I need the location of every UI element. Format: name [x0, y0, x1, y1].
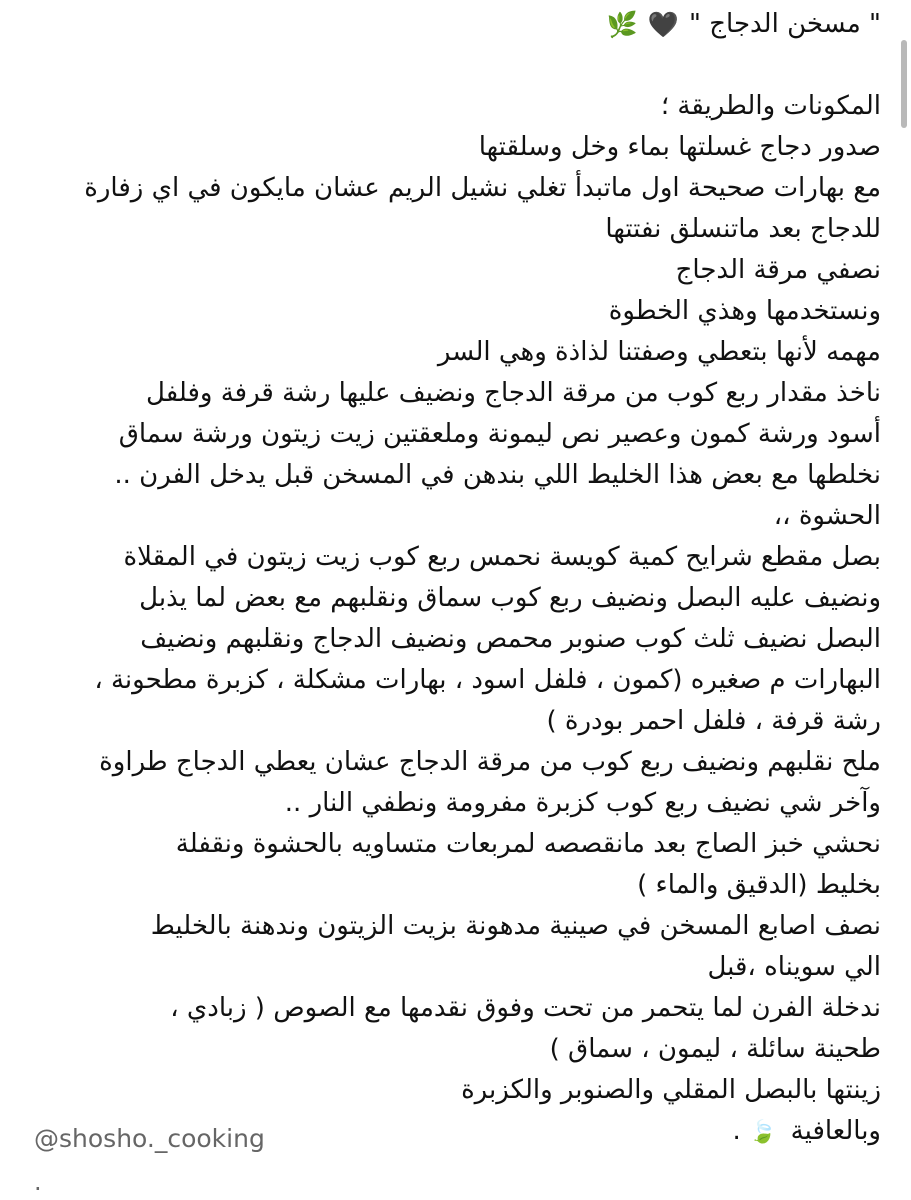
spacer: [28, 48, 881, 86]
leaf-icon: 🍃: [749, 1120, 777, 1145]
note-line: ندخلة الفرن لما يتحمر من تحت وفوق نقدمها مع الصوص ( زبادي ،: [170, 993, 881, 1023]
author-handle[interactable]: @shosho._cooking: [34, 1124, 265, 1153]
note-line: للدجاج بعد ماتنسلق نفتتها: [605, 214, 881, 244]
note-line: بصل مقطع شرايح كمية كويسة نحمس ربع كوب زيت زيتون في المقلاة: [123, 542, 881, 572]
note-line: بخليط (الدقيق والماء ): [637, 870, 881, 900]
note-line: وآخر شي نضيف ربع كوب كزبرة مفرومة ونطفي النار ..: [284, 788, 881, 818]
note-line: نصف اصابع المسخن في صينية مدهونة بزيت الزيتون وندهنة بالخليط: [150, 911, 881, 941]
herb-icon: 🌿: [606, 9, 638, 39]
note-content: [28, 0, 881, 1152]
closing-text: وبالعافية: [790, 1116, 881, 1146]
note-line: البصل نضيف ثلث كوب صنوبر محمص ونضيف الدجاج ونقلبهم ونضيف: [140, 624, 881, 654]
note-line: نحشي خبز الصاج بعد مانقصصه لمربعات متساويه بالحشوة ونقفلة: [175, 829, 881, 859]
note-line: المكونات والطريقة ؛: [660, 91, 881, 121]
note-line: الحشوة ،،: [773, 501, 881, 531]
note-line: نخلطها مع بعض هذا الخليط اللي بندهن في المسخن قبل يدخل الفرن ..: [114, 460, 881, 490]
page-title: " مسخن الدجاج ": [689, 9, 881, 39]
note-line: طحينة سائلة ، ليمون ، سماق ): [549, 1034, 881, 1064]
closing-punctuation: .: [732, 1116, 741, 1146]
scrollbar[interactable]: [901, 40, 907, 128]
note-line: أسود ورشة كمون وعصير نص ليمونة وملعقتين زيت زيتون ورشة سماق: [118, 419, 881, 449]
note-line: الي سويناه ،قبل: [707, 952, 881, 982]
note-title-row: [28, 0, 881, 48]
note-line: مهمه لأنها بتعطي وصفتنا لذاذة وهي السر: [437, 337, 881, 367]
note-line: البهارات م صغيره (كمون ، فلفل اسود ، بهارات مشكلة ، كزبرة مطحونة ،: [94, 665, 881, 695]
footer-dot: .: [34, 1168, 42, 1196]
note-line: مع بهارات صحيحة اول ماتبدأ تغلي نشيل الريم عشان مايكون في اي زفارة: [84, 173, 881, 203]
note-line: زينتها بالبصل المقلي والصنوبر والكزبرة: [461, 1075, 881, 1105]
note-line: ونستخدمها وهذي الخطوة: [608, 296, 881, 326]
note-line: ملح نقلبهم ونضيف ربع كوب من مرقة الدجاج عشان يعطي الدجاج طراوة: [99, 747, 881, 777]
note-line: صدور دجاج غسلتها بماء وخل وسلقتها: [478, 132, 881, 162]
note-line: رشة قرفة ، فلفل احمر بودرة ): [546, 706, 881, 736]
note-line: ناخذ مقدار ربع كوب من مرقة الدجاج ونضيف عليها رشة قرفة وفلفل: [146, 378, 881, 408]
note-line: نصفي مرقة الدجاج: [675, 255, 881, 285]
black-heart-icon: 🖤: [647, 9, 680, 39]
note-line: ونضيف عليه البصل ونضيف ربع كوب سماق ونقلبهم مع بعض لما يذبل: [139, 583, 881, 613]
